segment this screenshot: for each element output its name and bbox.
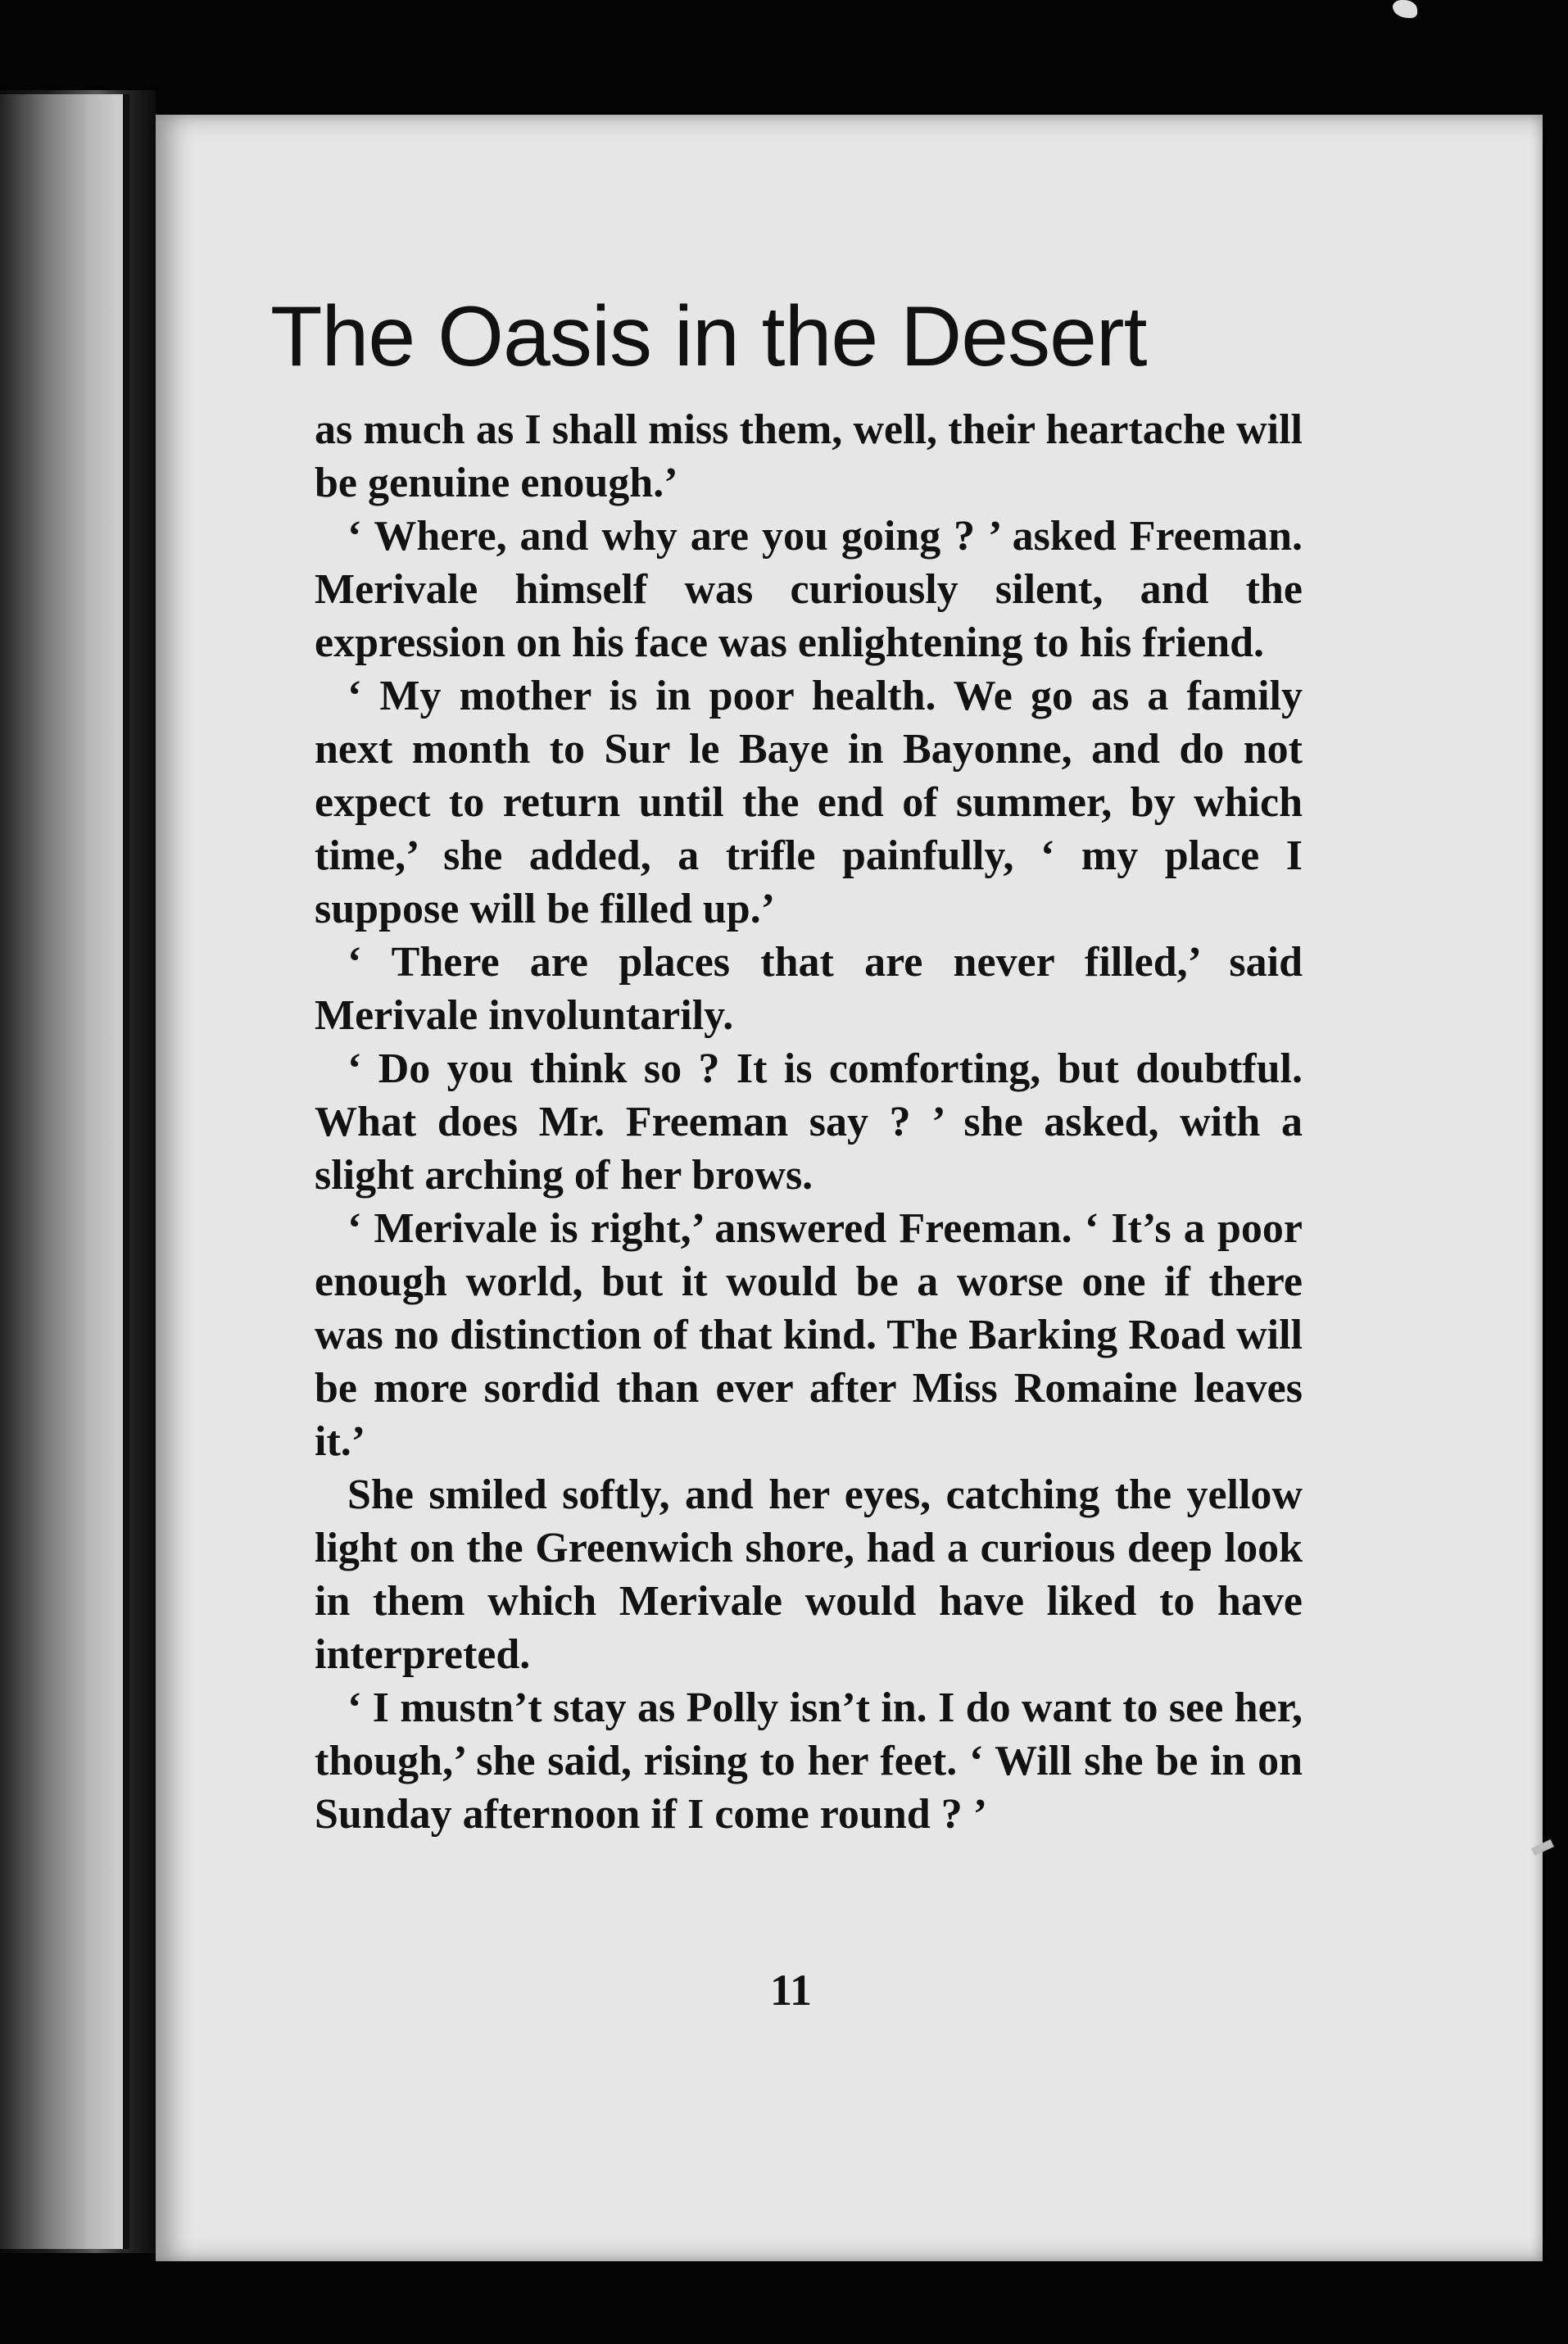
paragraph-7: She smiled softly, and her eyes, catching the yellow light on the Greenwich shore, had a curious deep look in them which Merivale would have liked to have interpreted. <box>315 1471 1303 1678</box>
paragraph-1: as much as I shall miss them, well, their heartache will be genuine enough.’ <box>315 406 1303 506</box>
scan-artifact <box>1393 0 1417 18</box>
running-title: The Oasis in the Desert <box>270 289 1147 384</box>
paragraph-4: ‘ There are places that are never filled,’ said Merivale involuntarily. <box>315 939 1303 1039</box>
paragraph-5: ‘ Do you think so ? It is comforting, but doubtful. What does Mr. Freeman say ? ’ she asked, with a slight arching of her brows. <box>315 1045 1303 1199</box>
facing-page-edge <box>0 94 129 2249</box>
paragraph-8: ‘ I mustn’t stay as Polly isn’t in. I do want to see her, though,’ she said, rising to her feet. ‘ Will she be in on Sunday afternoon if I come round ? ’ <box>315 1684 1303 1838</box>
body-text <box>315 403 1303 1841</box>
paragraph-2: ‘ Where, and why are you going ? ’ asked Freeman. Merivale himself was curiously silent, and the expression on his face was enlightening to his friend. <box>315 513 1303 666</box>
page-number: 11 <box>770 1965 813 2015</box>
paragraph-6: ‘ Merivale is right,’ answered Freeman. ‘ It’s a poor enough world, but it would be a worse one if there was no distinction of that kind. The Barking Road will be more sordid than ever after Miss Romaine leaves it.’ <box>315 1205 1303 1465</box>
paragraph-3: ‘ My mother is in poor health. We go as a family next month to Sur le Baye in Bayonne, and do not expect to return until the end of summer, by which time,’ she added, a trifle painfully, ‘ my place I suppose will be filled up.’ <box>315 673 1303 932</box>
